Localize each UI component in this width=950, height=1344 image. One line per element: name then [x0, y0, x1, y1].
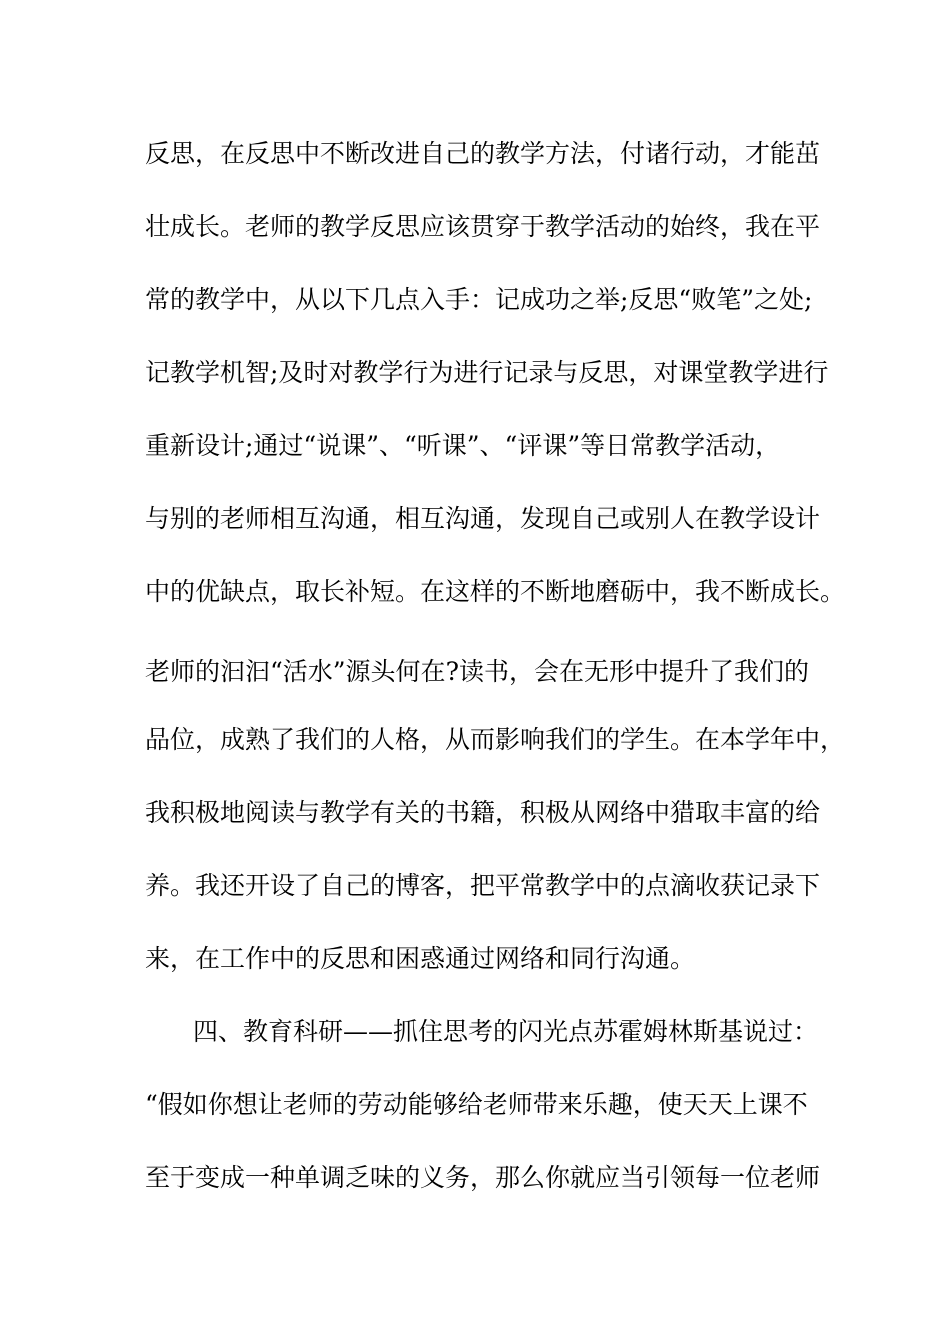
text-line-7: 中的优缺点，取长补短。在这样的不断地磨砺中，我不断成长。 — [145, 577, 846, 606]
text-line-9: 品位，成熟了我们的人格，从而影响我们的学生。在本学年中， — [145, 725, 846, 754]
text-line-10: 我积极地阅读与教学有关的书籍，积极从网络中猎取丰富的给 — [145, 798, 821, 827]
text-line-14: “假如你想让老师的劳动能够给老师带来乐趣，使天天上课不 — [145, 1090, 808, 1119]
text-line-4: 记教学机智;及时对教学行为进行记录与反思，对课堂教学进行 — [145, 358, 829, 387]
text-line-6: 与别的老师相互沟通，相互沟通，发现自己或别人在教学设计 — [145, 504, 821, 533]
text-line-12: 来，在工作中的反思和困惑通过网络和同行沟通。 — [145, 944, 696, 973]
text-line-15: 至于变成一种单调乏味的义务，那么你就应当引领每一位老师 — [145, 1163, 821, 1192]
text-line-3: 常的教学中，从以下几点入手：记成功之举;反思“败笔”之处; — [145, 285, 813, 314]
text-line-8: 老师的汩汩“活水”源头何在?读书，会在无形中提升了我们的 — [145, 657, 809, 686]
text-line-11: 养。我还开设了自己的博客，把平常教学中的点滴收获记录下 — [145, 871, 821, 900]
text-line-2: 壮成长。老师的教学反思应该贯穿于教学活动的始终，我在平 — [145, 212, 821, 241]
text-line-5: 重新设计;通过“说课”、“听课”、“评课”等日常教学活动， — [145, 431, 781, 460]
text-line-1: 反思，在反思中不断改进自己的教学方法，付诸行动，才能茁 — [145, 139, 821, 168]
section-heading-line: 四、教育科研——抓住思考的闪光点苏霍姆林斯基说过： — [193, 1017, 819, 1046]
